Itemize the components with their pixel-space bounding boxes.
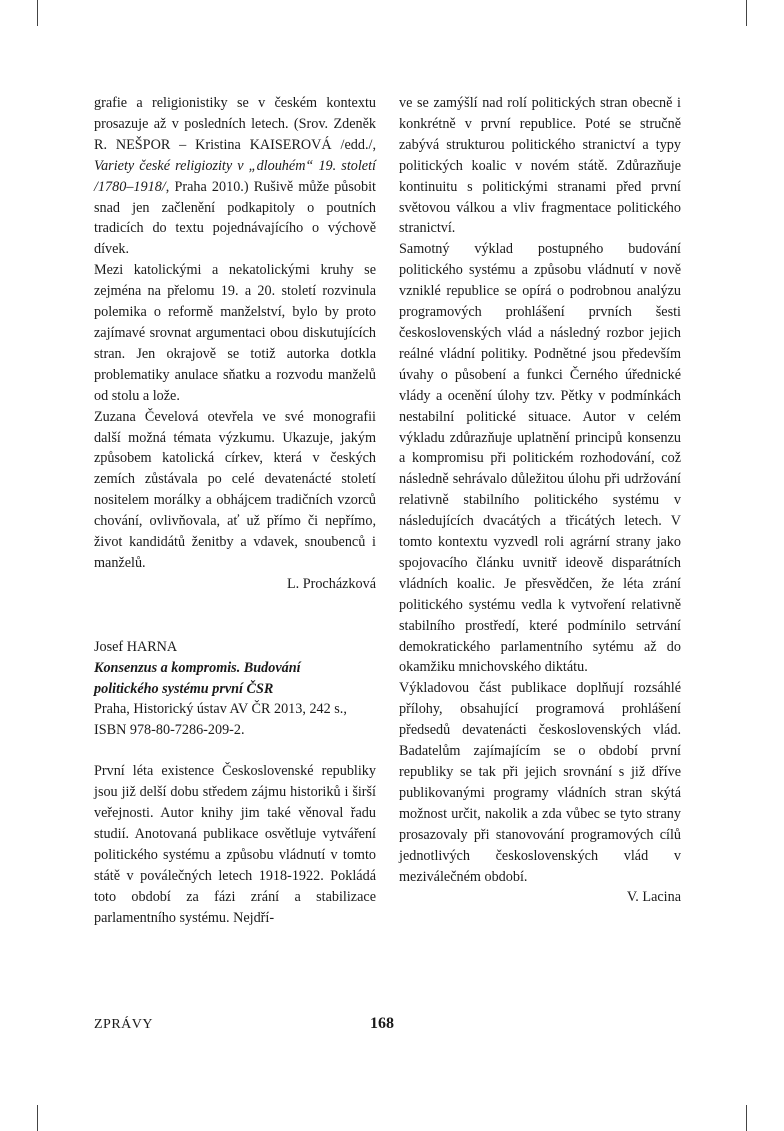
left-paragraph-3: Zuzana Čevelová otevřela ve své monografii další možná témata výzkumu. Ukazuje, jakým způsobem katolická církev, která v českých zemích zůstávala po celé devatenácté století nositelem morálky a obhájcem tradičních vzorců chování, ovlivňovala, ať už přímo či nepřímo, život kandidátů ženitby a vdavek, snoubenců i manželů. — [94, 408, 376, 571]
review-signature: V. Lacina — [626, 889, 681, 906]
left-paragraph-2: Mezi katolickými a nekatolickými kruhy se zejména na přelomu 19. a 20. století rozvinula polemika o reformě manželství, bylo by proto zajímavé srovnat argumentaci obou diskutujících stran. Jen okrajově se totiž autorka dotkla problematiky anulace sňatku a rozvodu manželů od stolu a lože. — [94, 262, 376, 404]
review-signature: L. Procházková — [286, 575, 376, 592]
cited-title: Variety české religiozity v „dlouhém“ 19. století /1780–1918/ — [94, 157, 376, 195]
book-author: Josef HARNA — [94, 638, 178, 655]
book-publisher: Praha, Historický ústav AV ČR 2013, 242 s., — [94, 701, 347, 718]
crop-mark-bottom-right — [746, 1105, 747, 1131]
book-title-line-2: politického systému první ČSR — [94, 680, 274, 697]
left-column — [94, 93, 376, 929]
right-paragraph-2: Samotný výklad postupného budování politického systému a způsobu vládnutí v nově vzniklé republice se opírá o podrobnou analýzu programových prohlášení prvních šesti československých vlád a následný rozbor jejich reálné vládní politiky. Podnětné jsou především úvahy o působení a funkci Černého úřednické vlády a ocenění úlohy tzv. Pětky v podmínkách nestabilní politické situace. Autor v celém výkladu zdůrazňuje uplatnění principů konsenzu a kompromisu při politickém rozhodování, což následně sehrávalo důležitou úlohu při udržování relativně stabilního politického systému v následujících dvacátých a třicátých letech. V tomto kontextu vyzvedl roli agrární strany jako spojovacího článku uvnitř ideově disparátních vládních koalic. Je přesvědčen, že léta zrání politického systému vedla k vytvoření relativně stabilního prostředí, které podmínilo setrvání demokratického parlamentního sytému až do okamžiku mnichovského diktátu. — [399, 241, 681, 676]
section-label: ZPRÁVY — [94, 1017, 154, 1032]
crop-mark-top-right — [746, 0, 747, 26]
left-paragraph-1 — [94, 93, 376, 260]
crop-mark-top-left — [37, 0, 38, 26]
book-title-line-1: Konsenzus a kompromis. Budování — [94, 659, 301, 676]
right-paragraph-1: ve se zamýšlí nad rolí politických stran obecně i konkrétně v první republice. Poté se stručně zabývá strukturou politického stranictví a typy politických koalic v novém státě. Zdůrazňuje kontinuitu s politickými stranami před první světovou válkou a vliv fragmentace politického stranictví. — [399, 95, 681, 237]
left-paragraph-4: První léta existence Československé republiky jsou již delší dobu středem zájmu historiků i širší veřejnosti. Autor knihy jim také věnoval řadu studií. Anotovaná publikace osvětluje vytváření politického systému a způsobu vládnutí v tomto státě v poválečných letech 1918-1922. Pokládá toto období za fázi zrání a stabilizace parlamentního systému. Nejdří- — [94, 763, 376, 926]
paragraph-text: , Praha 2010.) Rušivě může působit snad jen začlenění podkapitoly o poutních tradicích do textu pojednávajícího o výchově dívek. — [94, 178, 376, 258]
paragraph-text: grafie a religionistiky se v českém kontextu prosazuje až v posledních letech. (Srov. Zdeněk R. NEŠPOR – Kristina KAISEROVÁ /edd./, — [94, 95, 376, 153]
right-paragraph-3: Výkladovou část publikace doplňují rozsáhlé přílohy, obsahující programová prohlášení předsedů devatenácti československých vlád. Badatelům zajímajícím se o období první republiky se tak při jejich srovnání s již dříve publikovanými programy vládních stran skýtá možnost určit, nakolik a zda vůbec se tyto strany prosazovaly při stanovování programových cílů jednotlivých československých vlád v meziválečném období. — [399, 680, 681, 885]
book-citation — [94, 637, 376, 742]
crop-mark-bottom-left — [37, 1105, 38, 1131]
page-number: 168 — [370, 1015, 394, 1032]
book-isbn: ISBN 978-80-7286-209-2. — [94, 722, 245, 739]
right-column — [399, 93, 681, 908]
